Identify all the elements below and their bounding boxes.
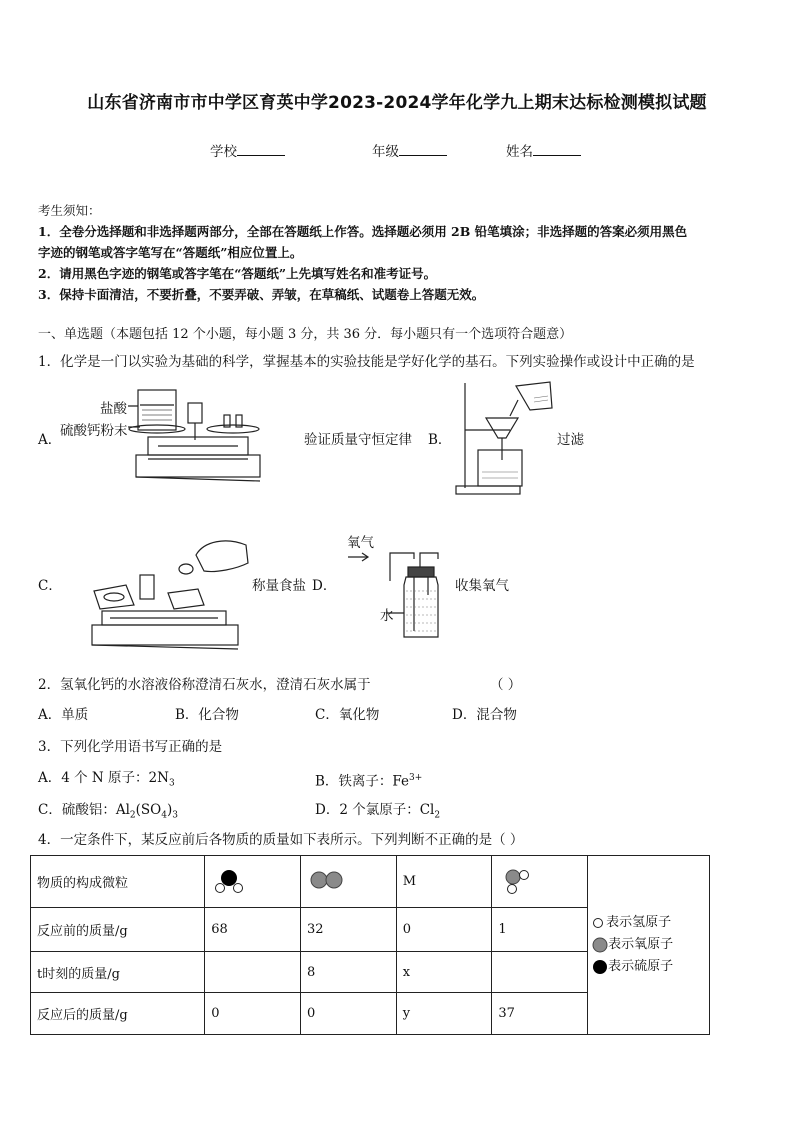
- q3-option-d: [315, 800, 440, 826]
- q1-stem: 1．化学是一门以实验为基础的科学，掌握基本的实验技能是学好化学的基石。下列实验操作或设计中正确的是: [38, 354, 695, 370]
- legend: [592, 912, 705, 978]
- q2-option-d: D．混合物: [452, 707, 517, 723]
- q2-option-a: A．单质: [38, 707, 89, 723]
- q3-a-text: A．4 个 N 原子：2N: [38, 770, 169, 786]
- q1-a-img-label-hcl: 盐酸: [100, 401, 127, 417]
- q2-answer-paren: （ ）: [490, 677, 522, 693]
- q1-a-text: 验证质量守恒定律: [304, 432, 412, 448]
- table-cell: 0: [300, 993, 396, 1035]
- weighing-salt-icon: [86, 533, 251, 650]
- notice-block: [38, 200, 760, 305]
- table-cell: 1: [492, 908, 588, 952]
- table-cell: 反应后的质量/g: [31, 993, 205, 1035]
- table-cell: 0: [205, 993, 301, 1035]
- school-field: [210, 140, 285, 160]
- q3-option-a: [38, 768, 175, 794]
- legend-text: 表示硫原子: [608, 959, 674, 974]
- q3-c-sub2: 4: [161, 810, 167, 821]
- q3-option-c: [38, 800, 178, 826]
- page-title: 山东省济南市市中学区育英中学2023-2024学年化学九上期末达标检测模拟试题: [87, 93, 707, 113]
- q3-b-text: B．铁离子：Fe: [315, 773, 410, 790]
- table-cell: 68: [205, 908, 301, 952]
- table-cell: 37: [492, 993, 588, 1035]
- q3-option-b: [315, 768, 422, 792]
- hydrogen-atom-icon: [592, 917, 606, 929]
- table-cell: [205, 952, 301, 993]
- sulfur-atom-icon: [592, 959, 608, 975]
- q1-c-text: 称量食盐: [252, 578, 306, 594]
- notice-item-1a: 1．全卷分选择题和非选择题两部分，全部在答题纸上作答。选择题必须用 2B 铅笔填涂；非选择题的答案必须用黑色: [38, 224, 688, 239]
- q3-d-text: D．2 个氯原子：Cl: [315, 802, 435, 818]
- table-cell: [492, 856, 588, 908]
- table-cell: 32: [300, 908, 396, 952]
- h2s-molecule-icon: [211, 865, 251, 895]
- h2o-molecule-icon: [498, 865, 538, 895]
- legend-cell: [588, 856, 710, 1035]
- notice-item-3: 3．保持卡面清洁，不要折叠，不要弄破、弄皱，在草稿纸、试题卷上答题无效。: [38, 287, 485, 302]
- q3-stem: 3．下列化学用语书写正确的是: [38, 739, 223, 755]
- table-cell: [492, 952, 588, 993]
- table-cell: 物质的构成微粒: [31, 856, 205, 908]
- grade-label: 年级: [372, 144, 399, 160]
- notice-item-2: 2．请用黑色字迹的钢笔或答字笔在“答题纸”上先填写姓名和准考证号。: [38, 266, 437, 281]
- q1-d-text: 收集氧气: [455, 578, 509, 594]
- legend-item-oxygen: [592, 934, 705, 956]
- q1-b-text: 过滤: [557, 432, 584, 448]
- q3-d-subscript: 2: [434, 810, 441, 821]
- notice-item-1b: 字迹的钢笔或答字笔写在“答题纸”相应位置上。: [38, 245, 303, 260]
- table-cell: [300, 856, 396, 908]
- q3-c-sub1: 2: [129, 810, 136, 821]
- q1-d-img-label-water: 水: [380, 608, 394, 624]
- name-field: [506, 140, 581, 160]
- balance-with-beaker-icon: [128, 385, 268, 490]
- grade-field: [372, 140, 447, 160]
- q3-c-post: ): [166, 802, 173, 818]
- q4-stem: 4．一定条件下，某反应前后各物质的质量如下表所示。下列判断不正确的是（ ）: [38, 832, 524, 848]
- q3-c-sub3: 3: [172, 810, 178, 821]
- section-heading: 一、单选题（本题包括 12 个小题，每小题 3 分，共 36 分．每小题只有一个选项符合题意）: [38, 327, 573, 342]
- school-label: 学校: [210, 144, 237, 160]
- notice-heading: 考生须知：: [38, 203, 101, 218]
- table-cell: t时刻的质量/g: [31, 952, 205, 993]
- school-blank: [237, 141, 285, 156]
- q1-d-label: D．: [312, 578, 337, 594]
- q4-mass-table: [30, 855, 710, 1035]
- table-cell: 0: [396, 908, 492, 952]
- q3-b-superscript: 3+: [409, 773, 423, 783]
- o2-molecule-icon: [307, 865, 347, 895]
- q1-c-label: C．: [38, 578, 62, 594]
- name-blank: [533, 141, 581, 156]
- table-cell: [205, 856, 301, 908]
- legend-text: 表示氧原子: [608, 937, 674, 952]
- oxygen-atom-icon: [592, 937, 608, 953]
- table-cell: 反应前的质量/g: [31, 908, 205, 952]
- filtration-apparatus-icon: [450, 378, 560, 500]
- q1-a-label: A．: [38, 432, 62, 448]
- q1-b-label: B．: [428, 432, 452, 448]
- legend-item-sulfur: [592, 956, 705, 978]
- q1-d-img-label-oxygen: 氧气: [347, 535, 374, 551]
- q3-c-text: C．硫酸铝：Al: [38, 802, 130, 818]
- table-cell: y: [396, 993, 492, 1035]
- legend-item-hydrogen: [592, 912, 705, 934]
- q2-stem: 2．氢氧化钙的水溶液俗称澄清石灰水，澄清石灰水属于: [38, 677, 371, 693]
- table-cell: 8: [300, 952, 396, 993]
- gas-collection-bottle-icon: [346, 545, 446, 641]
- table-cell: M: [396, 856, 492, 908]
- table-cell: x: [396, 952, 492, 993]
- q3-c-mid: (SO: [135, 802, 162, 818]
- grade-blank: [399, 141, 447, 156]
- q2-option-b: B．化合物: [175, 707, 239, 723]
- q1-a-img-label-powder: 硫酸钙粉末: [60, 423, 128, 439]
- legend-text: 表示氢原子: [606, 915, 672, 930]
- name-label: 姓名: [506, 144, 533, 160]
- table-row: [31, 856, 710, 908]
- q2-option-c: C．氧化物: [315, 707, 380, 723]
- q3-a-subscript: 3: [168, 778, 175, 789]
